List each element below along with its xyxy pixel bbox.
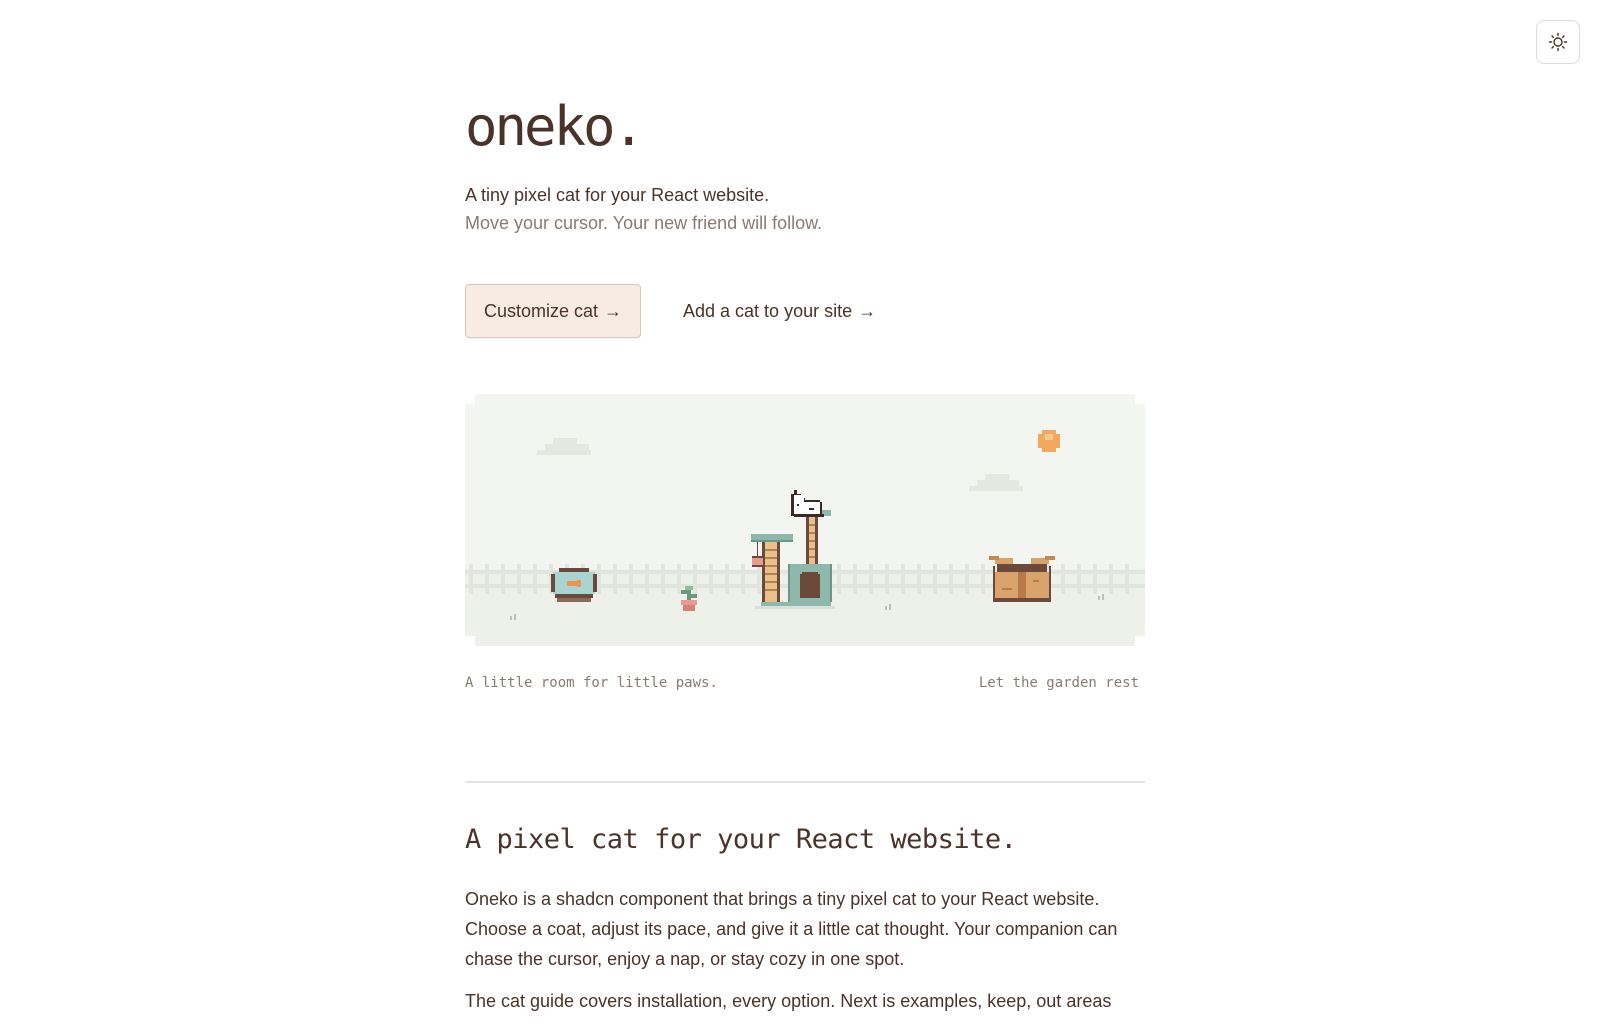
tagline: A tiny pixel cat for your React website.	[465, 185, 770, 205]
fence-post	[933, 564, 937, 594]
section-paragraph: Oneko is a shadcn component that brings a tiny pixel cat to your React website. Choose a coat, adjust its pace, and give it a little cat thought. Your companion can chase the cursor, enjoy a nap, or stay cozy in one spot.	[465, 889, 1118, 969]
fence-post	[677, 564, 681, 594]
fence-post	[533, 564, 537, 594]
fence-post	[885, 564, 889, 594]
fence-post	[901, 564, 905, 594]
fence-post	[1077, 564, 1081, 594]
fence-post	[629, 564, 633, 594]
sun-icon	[1548, 32, 1568, 52]
fence-post	[917, 564, 921, 594]
fence-post	[709, 564, 713, 594]
fish-bowl	[551, 568, 597, 602]
fence-post	[597, 564, 601, 594]
add-cat-label: Add a cat to your site	[683, 300, 853, 321]
customize-cat-label: Customize cat	[483, 300, 599, 321]
section-paragraph: The cat guide covers installation, every option. Next is examples, keep, out areas	[465, 991, 1112, 1011]
fence-post	[1093, 564, 1097, 594]
fence-post	[661, 564, 665, 594]
arrow-right-icon: →	[604, 300, 623, 321]
fence-post	[469, 564, 473, 594]
fence-post	[949, 564, 953, 594]
fence-post	[869, 564, 873, 594]
scene-caption: A little room for little paws.	[465, 675, 718, 691]
fence-post	[965, 564, 969, 594]
fence-post	[485, 564, 489, 594]
fence-post	[501, 564, 505, 594]
add-cat-link[interactable]	[683, 284, 876, 338]
fence-post	[837, 564, 841, 594]
arrow-right-icon: →	[858, 300, 877, 321]
section-body	[465, 884, 1145, 1028]
fence-post	[853, 564, 857, 594]
customize-cat-button[interactable]	[465, 284, 641, 338]
fence-post	[1109, 564, 1113, 594]
section-divider	[465, 781, 1145, 783]
fence-post	[693, 564, 697, 594]
garden-rest-toggle[interactable]: Let the garden rest	[978, 675, 1139, 691]
fence-post	[757, 564, 761, 594]
fence-post	[1061, 564, 1065, 594]
fence-post	[613, 564, 617, 594]
fence-post	[517, 564, 521, 594]
pixel-scene[interactable]	[465, 394, 1145, 646]
scene-canvas	[465, 394, 1145, 646]
theme-toggle-button[interactable]	[1536, 20, 1580, 64]
subtagline: Move your cursor. Your new friend will follow.	[465, 213, 823, 233]
fence-post	[981, 564, 985, 594]
fence-post	[645, 564, 649, 594]
logo: oneko.	[465, 95, 643, 158]
fence-post	[1125, 564, 1129, 594]
fence-post	[741, 564, 745, 594]
fence-post	[725, 564, 729, 594]
section-heading: A pixel cat for your React website.	[465, 824, 1017, 855]
